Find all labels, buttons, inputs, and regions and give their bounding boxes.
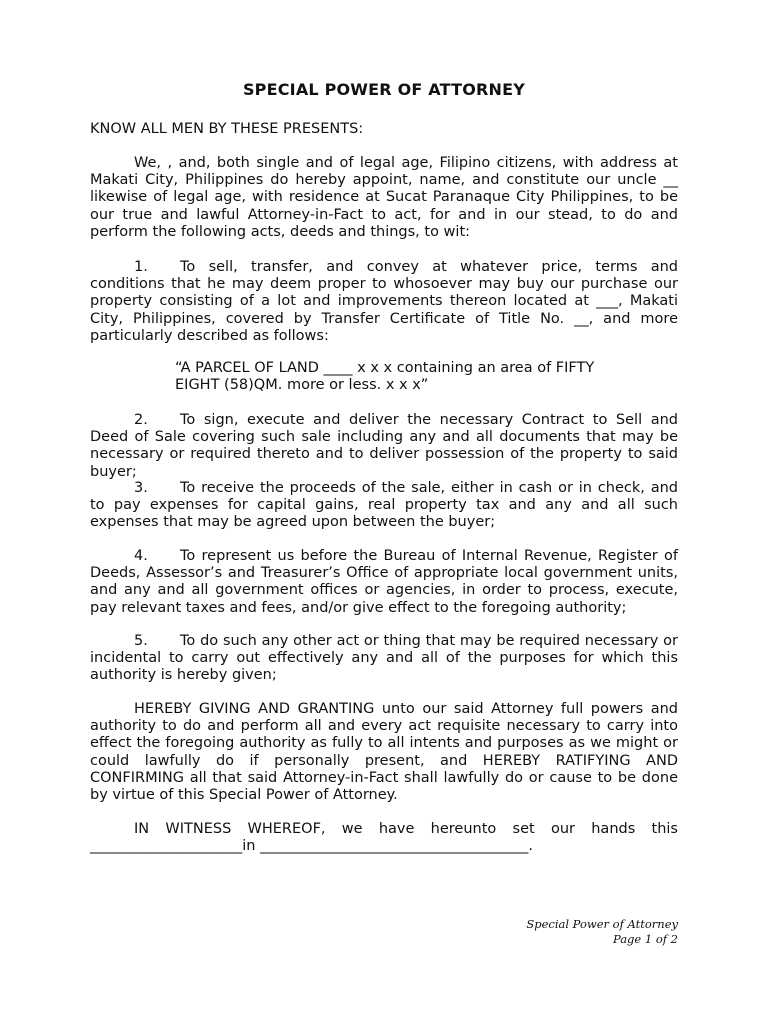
- item-5: [90, 633, 678, 685]
- item-number: 5.: [134, 633, 148, 649]
- granting-text: HEREBY GIVING AND GRANTING unto our said Attorney full powers and authority to do and perform all and every act requisite necessary to carry into effect the foregoing authority as fully to all intents and purposes as we might or could lawfully do if personally present, and HEREBY RATIFYING AND CONFIRMING all that said Attorney-in-Fact shall lawfully do or cause to be done by virtue of this Special Power of Attorney.: [90, 701, 678, 804]
- item-text: To represent us before the Bureau of Internal Revenue, Register of Deeds, Assessor’s and Treasurer’s Office of appropriate local government units, and any and all government offices or agencies, in order to process, execute, pay relevant taxes and fees, and/or give effect to the foregoing authority;: [90, 548, 678, 616]
- granting-paragraph: [90, 701, 678, 804]
- document-title: SPECIAL POWER OF ATTORNEY: [242, 80, 526, 99]
- opening-phrase: KNOW ALL MEN BY THESE PRESENTS:: [90, 121, 364, 137]
- item-2: [90, 412, 678, 481]
- page-number: Page 1 of 2: [612, 932, 678, 946]
- item-text: To sell, transfer, and convey at whatever price, terms and conditions that he may deem proper to whosoever may buy our purchase our property consisting of a lot and improvements thereon located at ___, Makati City, Philippines, covered by Transfer Certificate of Title No. __, and more particularly described as follows:: [90, 259, 678, 344]
- witness-text: IN WITNESS WHEREOF, we have hereunto set our hands this _____________________in _____________________________________.: [90, 821, 678, 855]
- intro-paragraph: [90, 155, 678, 241]
- item-text: To sign, execute and deliver the necessary Contract to Sell and Deed of Sale covering such sale including any and all documents that may be necessary or required thereto and to deliver possession of the property to said buyer;: [90, 412, 678, 480]
- page-footer: [526, 917, 678, 947]
- item-3: [90, 480, 678, 532]
- footer-title: Special Power of Attorney: [526, 917, 678, 931]
- item-1: [90, 259, 678, 345]
- land-description-line: EIGHT (58)QM. more or less. x x x”: [175, 377, 429, 394]
- witness-paragraph: [90, 821, 678, 855]
- land-description: [175, 360, 635, 394]
- item-text: To do such any other act or thing that may be required necessary or incidental to carry out effectively any and all of the purposes for which this authority is hereby given;: [90, 633, 678, 684]
- item-number: 3.: [134, 480, 148, 496]
- land-description-line: “A PARCEL OF LAND ____ x x x containing an area of FIFTY: [175, 360, 595, 376]
- item-4: [90, 548, 678, 617]
- item-number: 2.: [134, 412, 148, 428]
- item-number: 1.: [134, 259, 148, 275]
- intro-text: We, , and, both single and of legal age, Filipino citizens, with address at Makati City, Philippines do hereby appoint, name, and constitute our uncle __ likewise of legal age, with residence at Sucat Paranaque City Philippines, to be our true and lawful Attorney-in-Fact to act, for and in our stead, to do and perform the following acts, deeds and things, to wit:: [90, 155, 678, 240]
- item-text: To receive the proceeds of the sale, either in cash or in check, and to pay expenses for capital gains, real property tax and any and all such expenses that may be agreed upon between the buyer;: [90, 480, 678, 531]
- item-number: 4.: [134, 548, 148, 564]
